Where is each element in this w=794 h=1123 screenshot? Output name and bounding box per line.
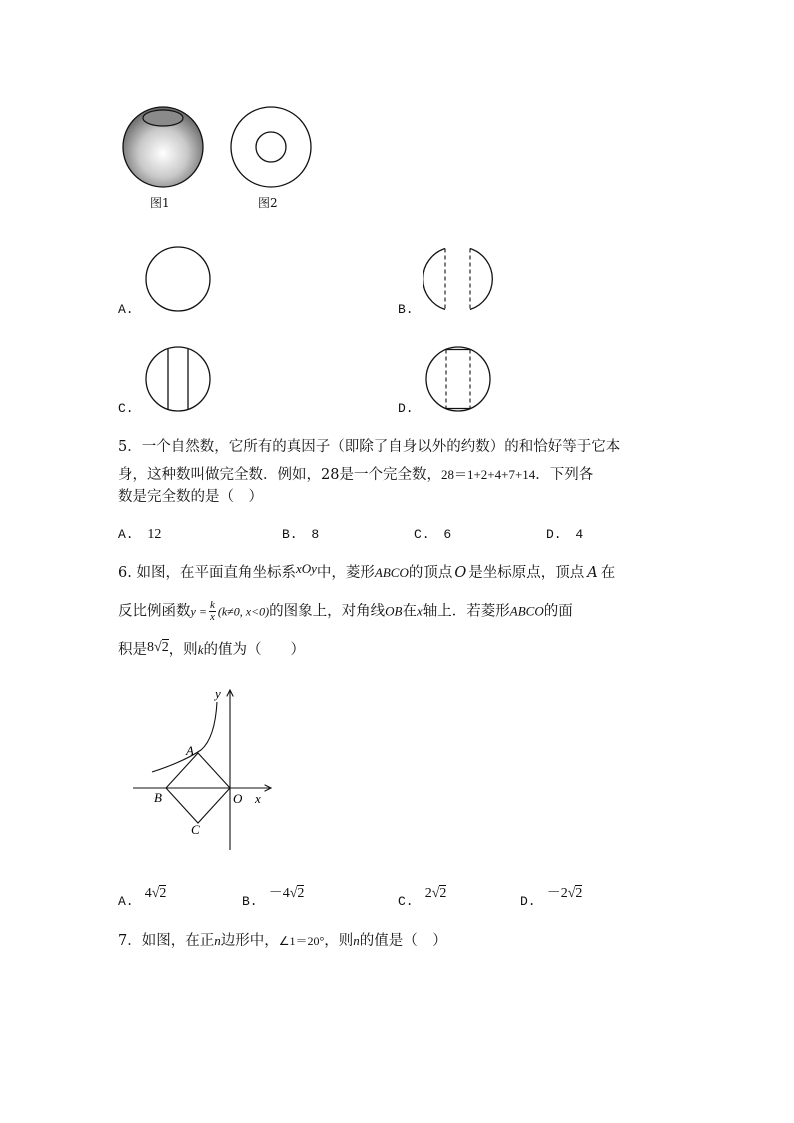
q6-text: 的图象上，对角线 <box>269 603 386 620</box>
option-c-label: C. <box>118 401 134 416</box>
q6-text: 的值为（ ） <box>203 642 305 658</box>
q6-option-d-label: D. <box>520 894 536 909</box>
q6-option-a-radicand: 2 <box>159 886 167 901</box>
q6-text: 的面 <box>543 603 573 620</box>
q5-line-3: 数是完全数的是（ ） <box>118 489 263 505</box>
q7-text: 的值是（ ） <box>359 933 447 949</box>
q6-area-radicand: 2 <box>161 640 169 655</box>
q7-text: ，则 <box>324 933 354 949</box>
q7-text: 边形中， <box>220 933 279 949</box>
q6-a: A <box>587 565 598 581</box>
q5-line-1: 5．一个自然数，它所有的真因子（即除了自身以外的约数）的和恰好等于它本 <box>118 439 621 455</box>
q6-area-coef: 8 <box>147 640 154 655</box>
q6-option-c-coef: 2 <box>424 886 432 901</box>
q6-text: 在 <box>402 603 417 620</box>
q6-coordinate-graph <box>125 684 285 856</box>
q6-text: 积是 <box>118 642 147 658</box>
q5-formula: 28＝1+2+4+7+14 <box>440 467 536 482</box>
q6-option-c-radicand: 2 <box>439 886 447 901</box>
q5-option-b-label: B. <box>282 527 298 542</box>
q6-option-d-coef: －2 <box>546 886 568 901</box>
q6-option-a-label: A. <box>118 894 134 909</box>
q6-text: 是坐标原点，顶点 <box>468 565 585 581</box>
q5-option-c-label: C. <box>414 527 430 542</box>
q6-k: k <box>197 642 204 657</box>
q7-line <box>118 931 447 951</box>
q6-text: 中，菱形 <box>316 565 375 581</box>
q6-abco: ABCO <box>509 603 544 619</box>
q6-option-d <box>520 882 583 909</box>
q6-option-b-value: －4√2 <box>268 886 305 901</box>
q6-line-3 <box>118 640 305 661</box>
q6-x: x <box>417 603 423 619</box>
q6-option-b <box>242 882 305 909</box>
q6-text: 的顶点 <box>408 565 453 581</box>
q5-option-d-label: D. <box>546 527 562 542</box>
q6-line-1 <box>118 563 615 583</box>
q6-option-d-radicand: 2 <box>575 886 583 901</box>
option-a-figure <box>143 244 215 316</box>
q6-abco: ABCO <box>374 565 409 580</box>
q6-option-a <box>118 882 167 909</box>
q7-angle: ∠1＝20° <box>278 934 325 948</box>
q6-text: 在 <box>600 565 616 581</box>
q6-option-a-coef: 4 <box>144 886 152 901</box>
q6-ob: OB <box>385 603 403 619</box>
q6-option-b-coef: －4 <box>268 886 290 901</box>
q7-n: n <box>353 933 360 948</box>
label-o: O <box>233 791 243 806</box>
q5-option-a-value: 12 <box>147 527 162 542</box>
option-a-label: A. <box>118 302 134 317</box>
figure-2-label: 图2 <box>258 196 278 210</box>
label-a: A <box>186 743 194 758</box>
q5-option-c-value: 6 <box>443 527 452 542</box>
q5-option-b <box>282 527 319 542</box>
q5-line-2 <box>118 465 593 485</box>
q6-text: 反比例函数 <box>118 603 191 620</box>
q5-line-2-text: 身，这种数叫做完全数．例如，28是一个完全数， <box>118 467 441 483</box>
q6-text: ，则 <box>168 642 198 658</box>
q6-option-b-label: B. <box>242 894 258 909</box>
q6-func-y: y = <box>190 604 207 619</box>
figure-1-sphere <box>118 102 208 192</box>
q5-line-2-end: ．下列各 <box>535 467 594 483</box>
q6-text: 轴上．若菱形 <box>422 603 510 620</box>
q6-option-c <box>398 882 447 909</box>
figure-1-label: 图1 <box>150 196 170 210</box>
label-y: y <box>215 686 221 701</box>
q6-text: 6. 如图，在平面直角坐标系 <box>118 565 296 581</box>
q6-option-c-value: 2√2 <box>424 886 447 901</box>
q6-o: O <box>454 565 467 581</box>
q6-xoy: xOy <box>295 561 317 576</box>
q5-option-a-label: A. <box>118 527 134 542</box>
q6-line-2 <box>118 600 573 623</box>
q6-fraction-den: x <box>209 611 215 623</box>
figure-2-ring <box>226 102 316 192</box>
q6-condition: (k≠0, x<0) <box>217 604 270 619</box>
q6-area-value: 8√2 <box>147 640 169 655</box>
q6-option-b-radicand: 2 <box>297 886 305 901</box>
option-d-label: D. <box>398 401 414 416</box>
label-x: x <box>255 791 261 806</box>
q6-option-d-value: －2√2 <box>546 886 583 901</box>
q7-text: 7．如图，在正 <box>118 933 215 949</box>
q7-n: n <box>214 933 221 948</box>
option-b-label: B. <box>398 302 414 317</box>
q5-option-d-value: 4 <box>575 527 584 542</box>
q5-option-c <box>414 527 451 542</box>
option-d-figure <box>423 344 495 416</box>
q6-option-a-value: 4√2 <box>144 886 167 901</box>
q5-option-d <box>546 527 583 542</box>
label-b: B <box>154 790 162 805</box>
q6-fraction <box>209 600 216 623</box>
q5-option-b-value: 8 <box>311 527 320 542</box>
hyperbola-curve <box>152 702 217 772</box>
label-c: C <box>191 822 200 837</box>
q5-option-a <box>118 527 161 543</box>
option-c-figure <box>143 344 215 416</box>
q6-option-c-label: C. <box>398 894 414 909</box>
option-b-figure <box>423 244 495 316</box>
q6-fraction-num: k <box>209 599 215 611</box>
